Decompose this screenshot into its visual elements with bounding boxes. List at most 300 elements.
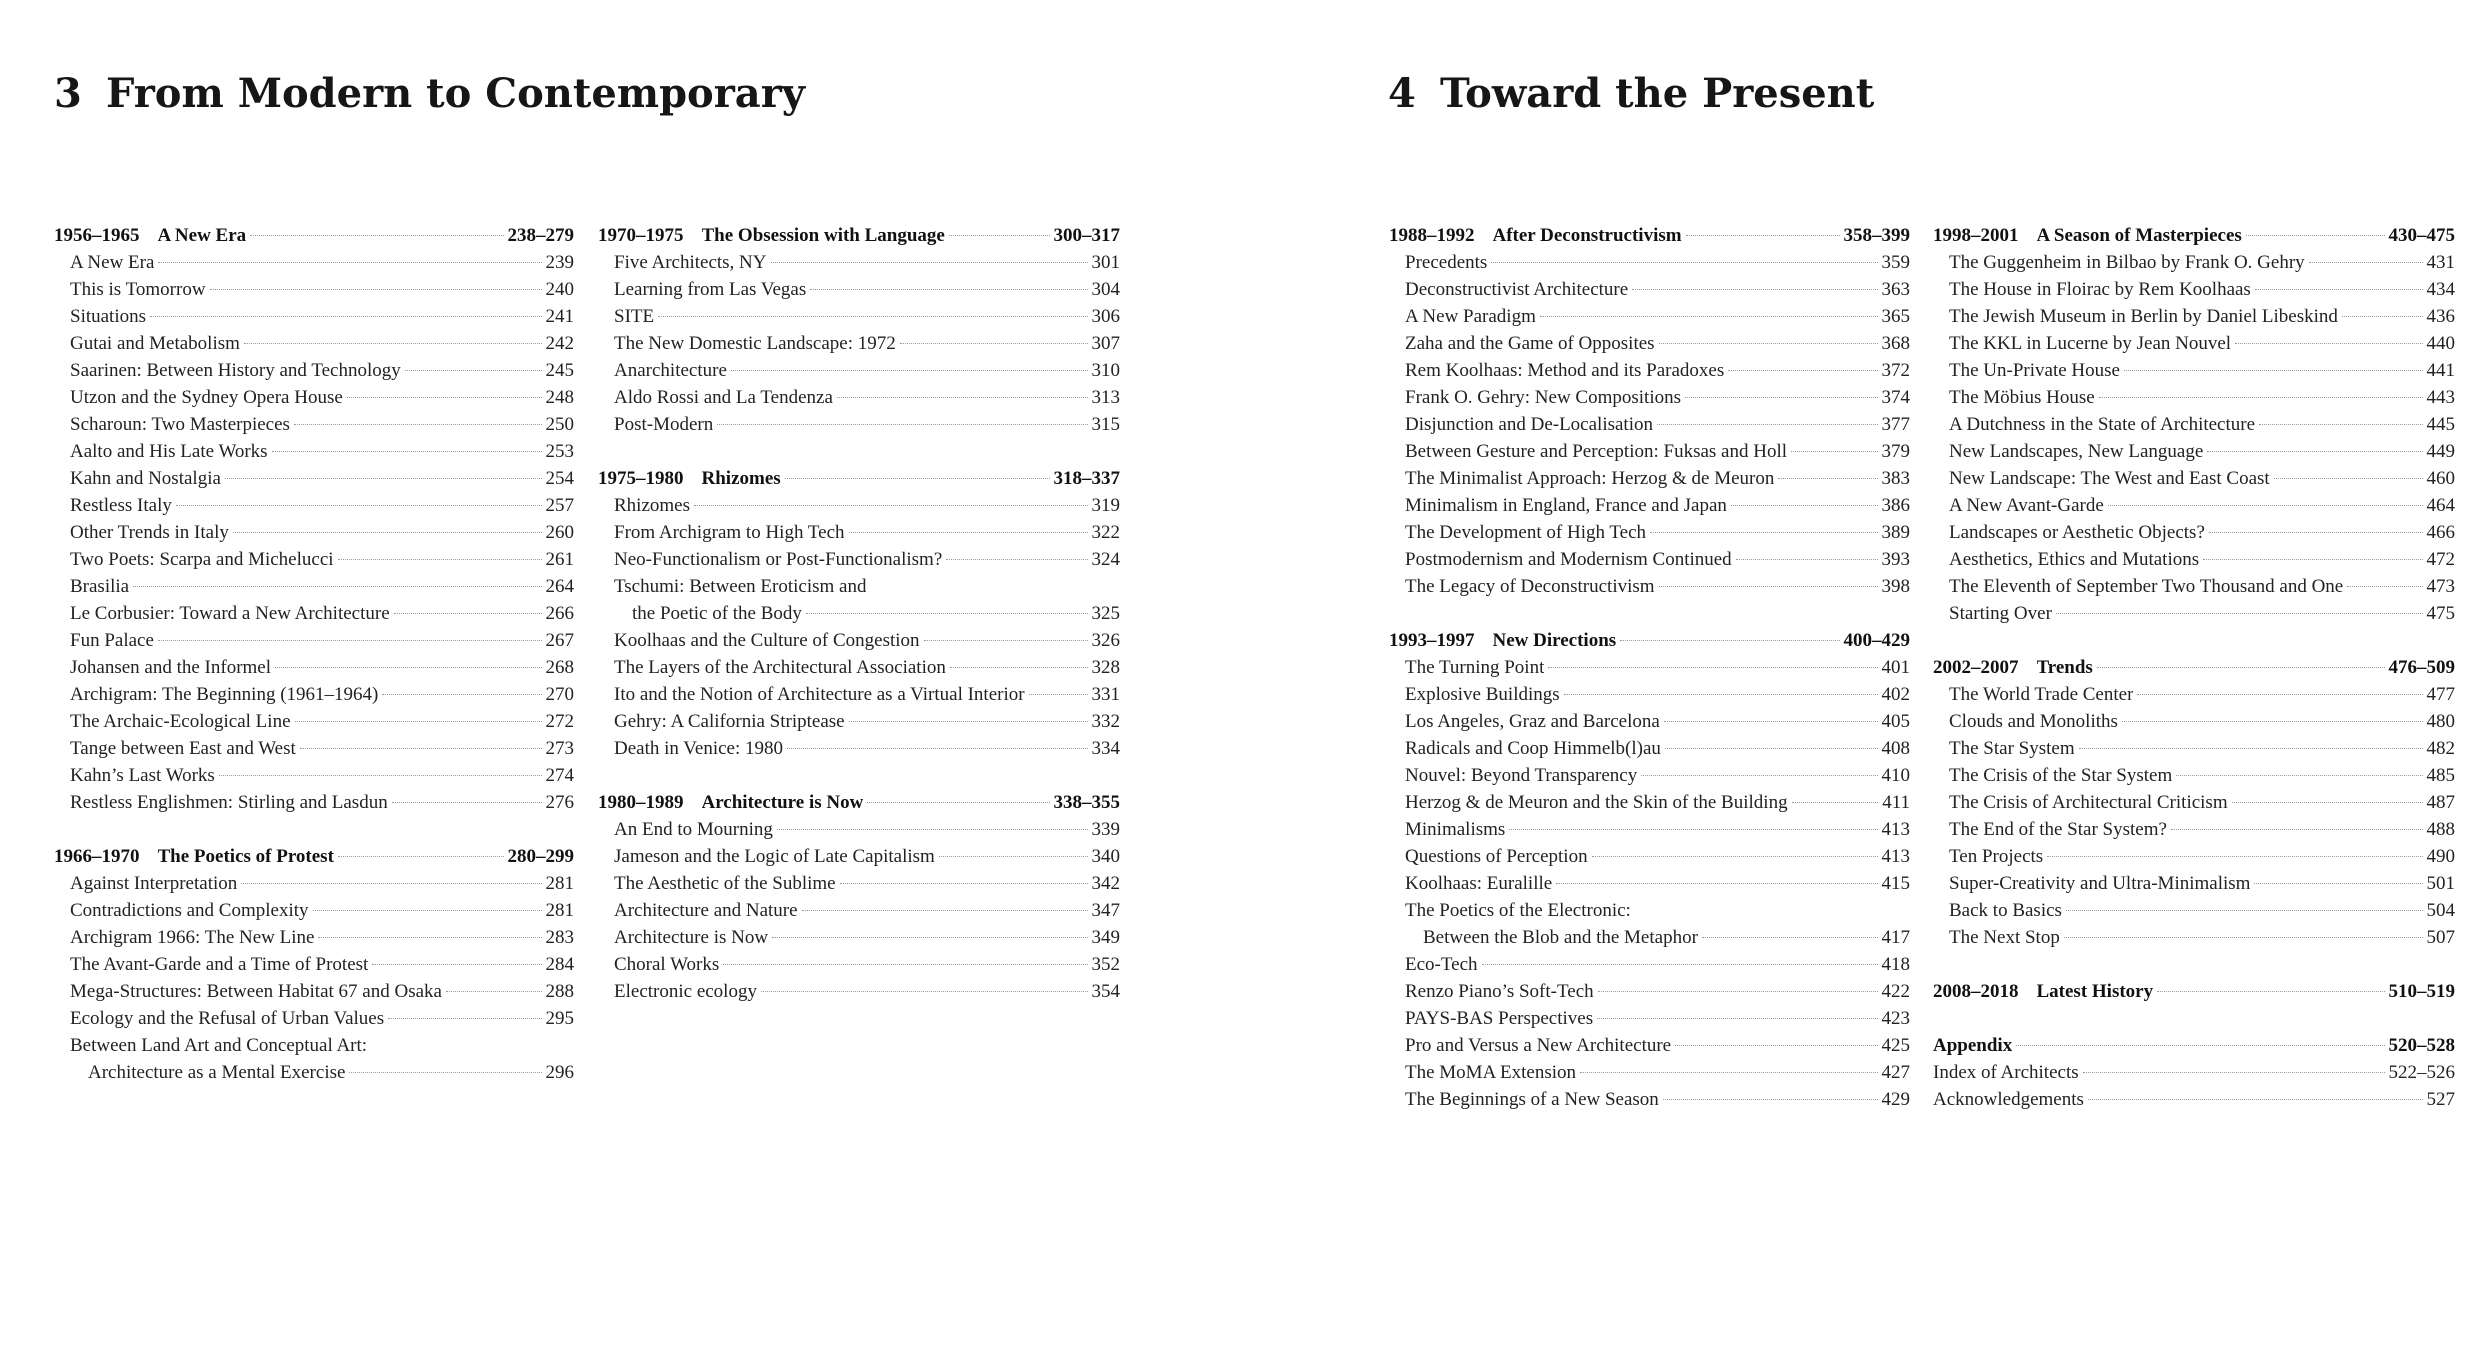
entry-title: The Eleventh of September Two Thousand and One [1949, 576, 2344, 597]
dot-leader [837, 397, 1088, 398]
entry-title: Neo-Functionalism or Post-Functionalism? [614, 549, 943, 570]
dot-leader [2056, 613, 2423, 614]
entry-title: Eco-Tech [1405, 954, 1478, 975]
entry-page: 431 [2426, 252, 2455, 273]
toc-entry[interactable] [1933, 438, 2455, 465]
section-heading[interactable] [598, 222, 1120, 249]
entry-title: Nouvel: Beyond Transparency [1405, 765, 1638, 786]
dot-leader [1641, 775, 1877, 776]
dot-leader [225, 478, 542, 479]
toc-entry[interactable] [598, 546, 1120, 573]
entry-page: 443 [2426, 387, 2455, 408]
dot-leader [1491, 262, 1877, 263]
entry-page: 436 [2426, 306, 2455, 327]
dot-leader [1736, 559, 1878, 560]
toc-entry[interactable] [54, 330, 574, 357]
toc-entry[interactable] [598, 249, 1120, 276]
entry-title: Between Land Art and Conceptual Art: [70, 1035, 368, 1056]
entry-page: 422 [1881, 981, 1910, 1002]
toc-entry[interactable] [1933, 546, 2455, 573]
toc-entry[interactable] [1389, 1032, 1910, 1059]
entry-page: 423 [1881, 1008, 1910, 1029]
section-pages: 510–519 [2388, 981, 2455, 1002]
toc-entry[interactable] [1933, 1059, 2455, 1086]
dot-leader [761, 991, 1088, 992]
entry-title: Aalto and His Late Works [70, 441, 268, 462]
toc-entry[interactable] [1389, 411, 1910, 438]
dot-leader [1792, 802, 1879, 803]
entry-title: Architecture is Now [614, 927, 769, 948]
toc-entry[interactable] [1389, 897, 1910, 924]
toc-entry[interactable] [1389, 573, 1910, 600]
dot-leader [176, 505, 542, 506]
entry-page: 261 [545, 549, 574, 570]
entry-title: Archigram: The Beginning (1961–1964) [70, 684, 379, 705]
toc-entry[interactable] [54, 600, 574, 627]
section-title: Trends [2036, 657, 2093, 678]
dot-leader [1598, 991, 1878, 992]
entry-page: 383 [1881, 468, 1910, 489]
dot-leader [2207, 451, 2422, 452]
toc-entry[interactable] [1933, 357, 2455, 384]
section-heading[interactable] [54, 222, 574, 249]
toc-entry[interactable] [1933, 411, 2455, 438]
entry-title: Mega-Structures: Between Habitat 67 and Osaka [70, 981, 442, 1002]
dot-leader [950, 667, 1088, 668]
part-title-text: Toward the Present [1440, 70, 1875, 117]
toc-entry[interactable] [54, 762, 574, 789]
section-title: Latest History [2036, 981, 2154, 1002]
section-years: 1988–1992 [1389, 225, 1475, 246]
toc-section [1933, 978, 2455, 1005]
toc-entry[interactable] [54, 492, 574, 519]
toc-entry[interactable] [1933, 762, 2455, 789]
toc-entry[interactable] [54, 951, 574, 978]
entry-page: 254 [545, 468, 574, 489]
dot-leader [1702, 937, 1878, 938]
entry-page: 501 [2426, 873, 2455, 894]
toc-entry[interactable] [598, 384, 1120, 411]
toc-entry[interactable] [54, 654, 574, 681]
dot-leader [2171, 829, 2423, 830]
toc-entry[interactable] [598, 654, 1120, 681]
entry-title: The Next Stop [1949, 927, 2060, 948]
dot-leader [388, 1018, 541, 1019]
dot-leader [349, 1072, 541, 1073]
entry-title: The Crisis of the Star System [1949, 765, 2173, 786]
entry-title: Fun Palace [70, 630, 154, 651]
toc-entry[interactable] [54, 897, 574, 924]
dot-leader [313, 910, 542, 911]
toc-entry[interactable] [598, 951, 1120, 978]
dot-leader [2124, 370, 2423, 371]
toc-entry[interactable] [54, 870, 574, 897]
entry-title: The End of the Star System? [1949, 819, 2167, 840]
dot-leader [1728, 370, 1877, 371]
toc-entry[interactable] [54, 411, 574, 438]
dot-leader [694, 505, 1088, 506]
entry-page: 411 [1882, 792, 1910, 813]
toc-entry[interactable] [1389, 681, 1910, 708]
dot-leader [295, 721, 542, 722]
entry-title: The Development of High Tech [1405, 522, 1647, 543]
toc-entry[interactable] [598, 627, 1120, 654]
entry-title: The Möbius House [1949, 387, 2095, 408]
toc-entry[interactable] [1933, 330, 2455, 357]
entry-page: 295 [545, 1008, 574, 1029]
toc-entry[interactable] [1389, 357, 1910, 384]
entry-page: 441 [2426, 360, 2455, 381]
toc-entry[interactable] [54, 627, 574, 654]
entry-page: 242 [545, 333, 574, 354]
toc-entry[interactable] [598, 303, 1120, 330]
entry-page: 440 [2426, 333, 2455, 354]
entry-title: Acknowledgements [1933, 1089, 2084, 1110]
dot-leader [2157, 991, 2384, 992]
section-heading[interactable] [1933, 978, 2455, 1005]
toc-entry[interactable] [598, 276, 1120, 303]
entry-page: 326 [1091, 630, 1120, 651]
dot-leader [2099, 397, 2423, 398]
entry-page: 349 [1091, 927, 1120, 948]
toc-entry[interactable] [1933, 276, 2455, 303]
toc-entry[interactable] [1933, 303, 2455, 330]
dot-leader [785, 478, 1050, 479]
toc-entry[interactable] [1389, 1005, 1910, 1032]
entry-title: Radicals and Coop Himmelb(l)au [1405, 738, 1661, 759]
dot-leader [394, 613, 542, 614]
dot-leader [1650, 532, 1877, 533]
dot-leader [777, 829, 1088, 830]
toc-section [598, 789, 1120, 1005]
toc-entry-continuation[interactable] [1389, 924, 1910, 951]
dot-leader [446, 991, 542, 992]
entry-title: Postmodernism and Modernism Continued [1405, 549, 1732, 570]
toc-entry-continuation[interactable] [598, 600, 1120, 627]
toc-entry[interactable] [54, 1032, 574, 1059]
toc-entry[interactable] [598, 492, 1120, 519]
toc-entry[interactable] [598, 519, 1120, 546]
entry-page: 273 [545, 738, 574, 759]
entry-title: Choral Works [614, 954, 720, 975]
toc-entry[interactable] [598, 330, 1120, 357]
toc-entry[interactable] [1933, 465, 2455, 492]
dot-leader [840, 883, 1088, 884]
entry-title: The Archaic-Ecological Line [70, 711, 291, 732]
entry-page: 283 [545, 927, 574, 948]
entry-title: Brasilia [70, 576, 130, 597]
dot-leader [382, 694, 541, 695]
toc-entry[interactable] [1389, 789, 1910, 816]
toc-entry[interactable] [1389, 546, 1910, 573]
toc-entry[interactable] [1389, 762, 1910, 789]
entry-title: Aesthetics, Ethics and Mutations [1949, 549, 2200, 570]
entry-title: Against Interpretation [70, 873, 238, 894]
section-heading[interactable] [1933, 222, 2455, 249]
entry-page: 527 [2426, 1089, 2455, 1110]
entry-page: 257 [545, 495, 574, 516]
section-pages: 430–475 [2388, 225, 2455, 246]
entry-title: Back to Basics [1949, 900, 2062, 921]
entry-page: 334 [1091, 738, 1120, 759]
section-heading[interactable] [54, 843, 574, 870]
dot-leader [2047, 856, 2422, 857]
section-heading[interactable] [1389, 627, 1910, 654]
entry-page: 306 [1091, 306, 1120, 327]
dot-leader [250, 235, 503, 236]
dot-leader [1620, 640, 1839, 641]
dot-leader [2203, 559, 2422, 560]
toc-entry[interactable] [54, 735, 574, 762]
entry-title: Ten Projects [1949, 846, 2044, 867]
toc-entry[interactable] [54, 357, 574, 384]
entry-title: Anarchitecture [614, 360, 727, 381]
toc-entry[interactable] [54, 519, 574, 546]
toc-entry[interactable] [1933, 789, 2455, 816]
dot-leader [1597, 1018, 1877, 1019]
entry-title: A New Paradigm [1405, 306, 1536, 327]
dot-leader [1540, 316, 1878, 317]
dot-leader [275, 667, 541, 668]
dot-leader [338, 559, 542, 560]
toc-entry[interactable] [54, 978, 574, 1005]
dot-leader [1659, 343, 1878, 344]
entry-page: 418 [1881, 954, 1910, 975]
toc-entry[interactable] [1389, 843, 1910, 870]
toc-entry[interactable] [1389, 384, 1910, 411]
dot-leader [241, 883, 541, 884]
toc-section [1933, 654, 2455, 951]
toc-entry[interactable] [1389, 708, 1910, 735]
entry-title: Questions of Perception [1405, 846, 1588, 867]
toc-entry[interactable] [598, 411, 1120, 438]
entry-title: Restless Italy [70, 495, 172, 516]
dot-leader [806, 613, 1088, 614]
toc-entry[interactable] [54, 546, 574, 573]
toc-entry[interactable] [1389, 519, 1910, 546]
dot-leader [210, 289, 542, 290]
entry-page: 340 [1091, 846, 1120, 867]
dot-leader [1663, 1099, 1878, 1100]
section-years: 2008–2018 [1933, 981, 2019, 1002]
entry-page: 460 [2426, 468, 2455, 489]
dot-leader [392, 802, 542, 803]
toc-entry[interactable] [1933, 708, 2455, 735]
toc-entry[interactable] [598, 843, 1120, 870]
toc-entry[interactable] [54, 924, 574, 951]
dot-leader [1029, 694, 1088, 695]
toc-entry[interactable] [1389, 249, 1910, 276]
entry-title: The Beginnings of a New Season [1405, 1089, 1659, 1110]
entry-page: 434 [2426, 279, 2455, 300]
toc-entry[interactable] [1389, 816, 1910, 843]
entry-page: 405 [1881, 711, 1910, 732]
dot-leader [939, 856, 1088, 857]
dot-leader [233, 532, 542, 533]
toc-entry[interactable] [1389, 1059, 1910, 1086]
entry-title: Saarinen: Between History and Technology [70, 360, 401, 381]
toc-entry[interactable] [598, 735, 1120, 762]
entry-title: Herzog & de Meuron and the Skin of the Building [1405, 792, 1788, 813]
dot-leader [1659, 586, 1878, 587]
section-heading[interactable] [1933, 1032, 2455, 1059]
entry-title: The Avant-Garde and a Time of Protest [70, 954, 369, 975]
entry-page: 267 [545, 630, 574, 651]
toc-entry[interactable] [1933, 573, 2455, 600]
toc-entry[interactable] [1933, 735, 2455, 762]
entry-page: 475 [2426, 603, 2455, 624]
entry-page: 363 [1881, 279, 1910, 300]
toc-entry[interactable] [1389, 465, 1910, 492]
entry-title: The Star System [1949, 738, 2075, 759]
entry-page: 276 [545, 792, 574, 813]
toc-entry[interactable] [1933, 384, 2455, 411]
section-heading[interactable] [598, 789, 1120, 816]
dot-leader [1657, 424, 1878, 425]
toc-entry[interactable] [1933, 681, 2455, 708]
toc-entry[interactable] [1389, 438, 1910, 465]
toc-section [598, 465, 1120, 762]
entry-page: 365 [1881, 306, 1910, 327]
entry-title: The World Trade Center [1949, 684, 2134, 705]
section-title: New Directions [1492, 630, 1617, 651]
toc-entry[interactable] [1933, 816, 2455, 843]
entry-page: 522–526 [2388, 1062, 2455, 1083]
toc-entry[interactable] [598, 573, 1120, 600]
entry-page: 301 [1091, 252, 1120, 273]
toc-entry[interactable] [598, 897, 1120, 924]
toc-entry[interactable] [1389, 492, 1910, 519]
entry-page: 347 [1091, 900, 1120, 921]
toc-entry[interactable] [598, 816, 1120, 843]
toc-entry[interactable] [54, 438, 574, 465]
entry-page: 307 [1091, 333, 1120, 354]
toc-entry[interactable] [54, 1005, 574, 1032]
entry-page: 328 [1091, 657, 1120, 678]
toc-entry[interactable] [1933, 924, 2455, 951]
entry-page: 386 [1881, 495, 1910, 516]
entry-page: 389 [1881, 522, 1910, 543]
toc-entry[interactable] [1933, 249, 2455, 276]
section-pages: 338–355 [1053, 792, 1120, 813]
toc-entry[interactable] [598, 978, 1120, 1005]
entry-page: 398 [1881, 576, 1910, 597]
toc-entry[interactable] [54, 573, 574, 600]
toc-entry[interactable] [54, 303, 574, 330]
toc-entry[interactable] [1389, 735, 1910, 762]
dot-leader [2016, 1045, 2384, 1046]
dot-leader [272, 451, 542, 452]
entry-page: 354 [1091, 981, 1120, 1002]
toc-entry[interactable] [54, 249, 574, 276]
toc-entry[interactable] [1389, 978, 1910, 1005]
toc-entry[interactable] [1389, 870, 1910, 897]
entry-page: 377 [1881, 414, 1910, 435]
entry-title: Frank O. Gehry: New Compositions [1405, 387, 1682, 408]
section-heading[interactable] [1389, 222, 1910, 249]
entry-page: 342 [1091, 873, 1120, 894]
toc-entry[interactable] [1933, 600, 2455, 627]
toc-entry[interactable] [54, 465, 574, 492]
toc-entry[interactable] [54, 789, 574, 816]
entry-title: From Archigram to High Tech [614, 522, 845, 543]
toc-entry[interactable] [1933, 897, 2455, 924]
toc-entry[interactable] [54, 708, 574, 735]
entry-title: A New Avant-Garde [1949, 495, 2104, 516]
entry-title: Renzo Piano’s Soft-Tech [1405, 981, 1594, 1002]
toc-entry[interactable] [1933, 519, 2455, 546]
section-years: 1980–1989 [598, 792, 684, 813]
dot-leader [1482, 964, 1878, 965]
entry-page: 240 [545, 279, 574, 300]
entry-title: Koolhaas: Euralille [1405, 873, 1553, 894]
toc-entry[interactable] [1389, 1086, 1910, 1113]
toc-entry[interactable] [598, 357, 1120, 384]
toc-entry[interactable] [598, 924, 1120, 951]
entry-page: 408 [1881, 738, 1910, 759]
dot-leader [787, 748, 1087, 749]
toc-section [1933, 222, 2455, 627]
toc-entry[interactable] [1933, 492, 2455, 519]
toc-entry[interactable] [1933, 843, 2455, 870]
toc-section [1389, 627, 1910, 1113]
entry-page: 270 [545, 684, 574, 705]
dot-leader [1665, 748, 1878, 749]
entry-page: 239 [545, 252, 574, 273]
entry-title: Koolhaas and the Culture of Congestion [614, 630, 920, 651]
toc-entry-continuation[interactable] [54, 1059, 574, 1086]
section-pages: 300–317 [1053, 225, 1120, 246]
entry-page: 322 [1091, 522, 1120, 543]
entry-title: The Guggenheim in Bilbao by Frank O. Gehry [1949, 252, 2305, 273]
dot-leader [717, 424, 1087, 425]
entry-page: 507 [2426, 927, 2455, 948]
toc-entry[interactable] [1933, 1086, 2455, 1113]
toc-entry[interactable] [1389, 303, 1910, 330]
toc-entry[interactable] [1389, 330, 1910, 357]
entry-page: 274 [545, 765, 574, 786]
toc-entry[interactable] [598, 870, 1120, 897]
dot-leader [2083, 1072, 2385, 1073]
section-title: The Obsession with Language [701, 225, 945, 246]
entry-title: The New Domestic Landscape: 1972 [614, 333, 896, 354]
section-title: A New Era [157, 225, 247, 246]
section-heading[interactable] [598, 465, 1120, 492]
toc-entry[interactable] [1933, 870, 2455, 897]
dot-leader [810, 289, 1087, 290]
toc-entry[interactable] [598, 708, 1120, 735]
entry-title-continued: Architecture as a Mental Exercise [88, 1062, 346, 1083]
entry-page: 288 [545, 981, 574, 1002]
toc-entry[interactable] [54, 681, 574, 708]
entry-page: 472 [2426, 549, 2455, 570]
entry-title: Kahn and Nostalgia [70, 468, 221, 489]
toc-entry[interactable] [54, 384, 574, 411]
entry-page: 372 [1881, 360, 1910, 381]
toc-entry[interactable] [1389, 654, 1910, 681]
toc-entry[interactable] [1389, 276, 1910, 303]
entry-title: Gutai and Metabolism [70, 333, 240, 354]
toc-entry[interactable] [1389, 951, 1910, 978]
toc-entry[interactable] [54, 276, 574, 303]
entry-title: Super-Creativity and Ultra-Minimalism [1949, 873, 2251, 894]
dot-leader [1675, 1045, 1877, 1046]
entry-page: 304 [1091, 279, 1120, 300]
entry-title: Tange between East and West [70, 738, 296, 759]
dot-leader [849, 721, 1088, 722]
section-heading[interactable] [1933, 654, 2455, 681]
toc-entry[interactable] [598, 681, 1120, 708]
